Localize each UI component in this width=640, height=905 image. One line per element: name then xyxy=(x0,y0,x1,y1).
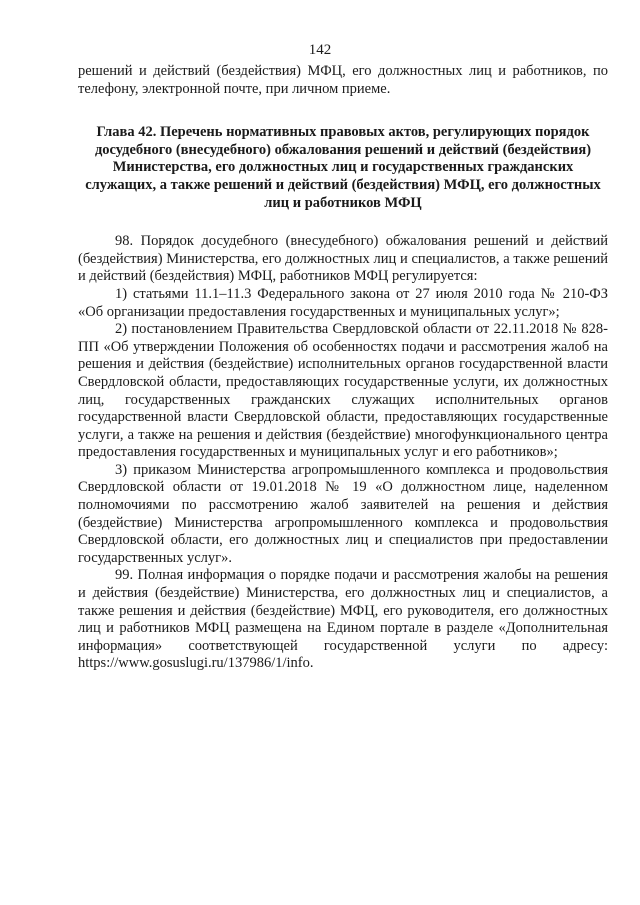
chapter-title: Глава 42. Перечень нормативных правовых актов, регулирующих порядок досудебного (внесудебного) обжалования решений и действий (бездействия) Министерства, его должностных лиц и государственных гражданских служащих, а также решений и действий (бездействия) МФЦ, его должностных лиц и работников МФЦ xyxy=(85,124,601,211)
paragraph-99: 99. Полная информация о порядке подачи и рассмотрения жалобы на решения и действия (бездействие) Министерства, его должностных лиц и специалистов, а также решения и действия (бездействие) МФЦ, его руководителя, его должностных лиц и работников МФЦ размещена на Едином портале в разделе «Дополнительная информация» соответствующей государственной услуги по адресу: https://www.gosuslugi.ru/137986/1/info. xyxy=(78,567,608,672)
list-item-1-federal-law: 1) статьями 11.1–11.3 Федерального закона от 27 июля 2010 года № 210-ФЗ «Об организации предоставления государственных и муниципальных услуг»; xyxy=(78,285,608,320)
paragraph-98: 98. Порядок досудебного (внесудебного) обжалования решений и действий (бездействия) Министерства, его должностных лиц и специалистов, а также решений и действий (бездействия) МФЦ, работников МФЦ регулируется: xyxy=(78,233,608,285)
page-content xyxy=(78,63,608,673)
list-item-3-ministry-order: 3) приказом Министерства агропромышленного комплекса и продовольствия Свердловской области от 19.01.2018 № 19 «О должностном лице, наделенном полномочиями по рассмотрению жалоб заявителей на решения и действия (бездействие) Министерства агропромышленного комплекса и продовольствия Свердловской области, его должностных лиц и специалистов при предоставлении государственных услуг». xyxy=(78,461,608,566)
page-number: 142 xyxy=(308,42,332,58)
intro-continuation: решений и действий (бездействия) МФЦ, его должностных лиц и работников, по телефону, электронной почте, при личном приеме. xyxy=(78,63,608,97)
list-item-2-government-resolution: 2) постановлением Правительства Свердловской области от 22.11.2018 № 828-ПП «Об утверждении Положения об особенностях подачи и рассмотрения жалоб на решения и действия (бездействие) исполнительных органов государственной власти Свердловской области, предоставляющих государственные услуги, их должностных лиц, государственных гражданских служащих исполнительных органов государственной власти Свердловской области, предоставляющих государственные услуги, а также на решения и действия (бездействие) многофункционального центра предоставления государственных и муниципальных услуг и его работников»; xyxy=(78,321,608,461)
